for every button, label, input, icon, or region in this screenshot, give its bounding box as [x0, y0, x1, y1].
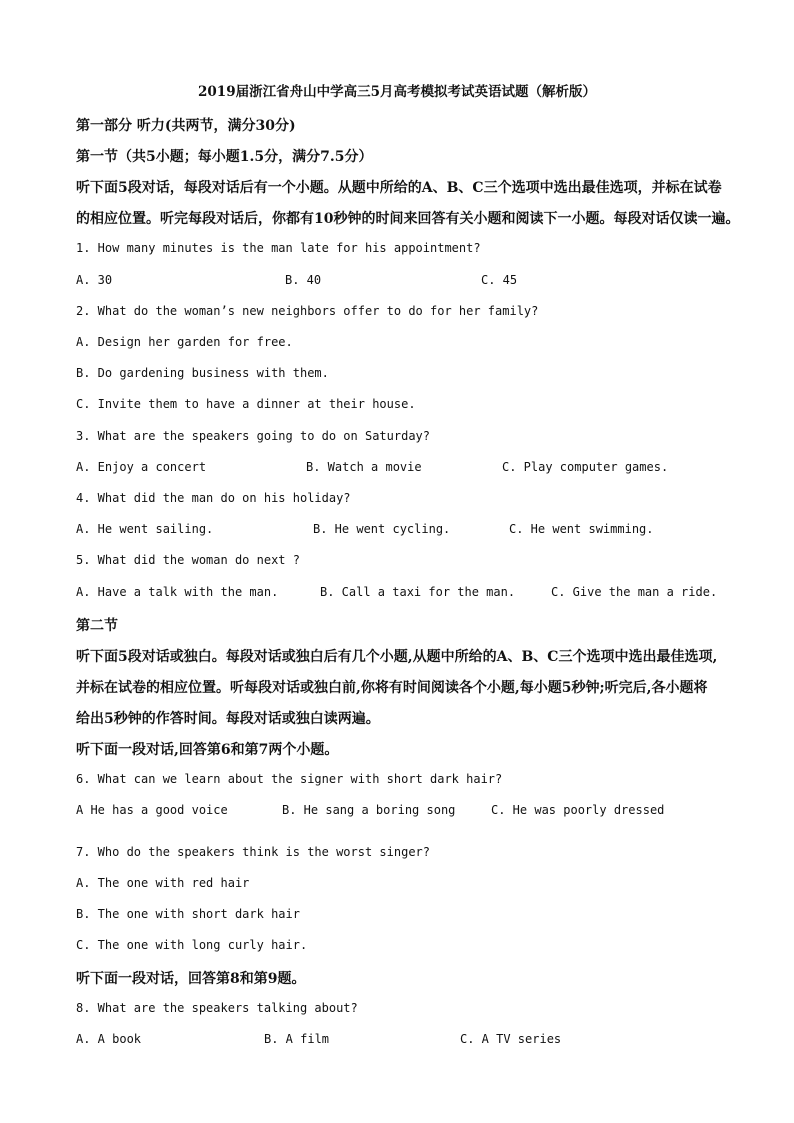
- question-stem: 1. How many minutes is the man late for his appointment?: [76, 241, 481, 255]
- option-a: A. A book: [76, 1032, 142, 1046]
- option-a: A. Enjoy a concert: [76, 460, 207, 474]
- option-b: B. He went cycling.: [313, 522, 451, 536]
- option-a: A. Design her garden for free.: [76, 335, 293, 349]
- option-b: B. Do gardening business with them.: [76, 366, 329, 380]
- option-a: A. The one with red hair: [76, 876, 250, 890]
- section-heading: 第一节（共5小题；每小题1.5分，满分7.5分）: [76, 149, 373, 165]
- question-stem: 4. What did the man do on his holiday?: [76, 491, 351, 505]
- option-c: C. The one with long curly hair.: [76, 938, 308, 952]
- option-b: B. Watch a movie: [306, 460, 422, 474]
- instruction-line: 给出5秒钟的作答时间。每段对话或独白读两遍。: [76, 711, 380, 727]
- option-c: C. Give the man a ride.: [551, 585, 718, 599]
- option-a: A. Have a talk with the man.: [76, 585, 279, 599]
- option-c: C. He went swimming.: [509, 522, 654, 536]
- sub-instruction: 听下面一段对话，回答第8和第9题。: [76, 971, 306, 987]
- instruction-line: 听下面5段对话或独白。每段对话或独白后有几个小题,从题中所给的A、B、C三个选项中选出最佳选项,: [76, 649, 718, 665]
- option-c: C. He was poorly dressed: [491, 803, 665, 817]
- question-stem: 3. What are the speakers going to do on Saturday?: [76, 429, 431, 443]
- question-stem: 2. What do the woman’s new neighbors offer to do for her family?: [76, 304, 539, 318]
- instruction-line: 听下面5段对话，每段对话后有一个小题。从题中所给的A、B、C三个选项中选出最佳选项，并标在试卷: [76, 180, 722, 196]
- option-b: B. 40: [285, 273, 322, 287]
- option-c: C. 45: [481, 273, 518, 287]
- option-b: B. Call a taxi for the man.: [320, 585, 516, 599]
- question-stem: 7. Who do the speakers think is the worst singer?: [76, 845, 431, 859]
- section-heading: 第二节: [76, 618, 118, 634]
- option-b: B. The one with short dark hair: [76, 907, 300, 921]
- question-stem: 6. What can we learn about the signer with short dark hair?: [76, 772, 503, 786]
- question-stem: 8. What are the speakers talking about?: [76, 1001, 358, 1015]
- option-b: B. He sang a boring song: [282, 803, 456, 817]
- page-title: 2019届浙江省舟山中学高三5月高考模拟考试英语试题（解析版）: [198, 84, 596, 100]
- option-c: C. A TV series: [460, 1032, 562, 1046]
- instruction-line: 并标在试卷的相应位置。听每段对话或独白前,你将有时间阅读各个小题,每小题5秒钟;听完后,各小题将: [76, 680, 708, 696]
- part-heading: 第一部分 听力(共两节，满分30分): [76, 118, 296, 134]
- option-a: A He has a good voice: [76, 803, 228, 817]
- option-a: A. He went sailing.: [76, 522, 214, 536]
- option-b: B. A film: [264, 1032, 330, 1046]
- option-c: C. Play computer games.: [502, 460, 669, 474]
- option-a: A. 30: [76, 273, 113, 287]
- instruction-line: 的相应位置。听完每段对话后，你都有10秒钟的时间来回答有关小题和阅读下一小题。每段对话仅读一遍。: [76, 211, 740, 227]
- question-stem: 5. What did the woman do next ?: [76, 553, 300, 567]
- sub-instruction: 听下面一段对话,回答第6和第7两个小题。: [76, 742, 339, 758]
- option-c: C. Invite them to have a dinner at their house.: [76, 397, 416, 411]
